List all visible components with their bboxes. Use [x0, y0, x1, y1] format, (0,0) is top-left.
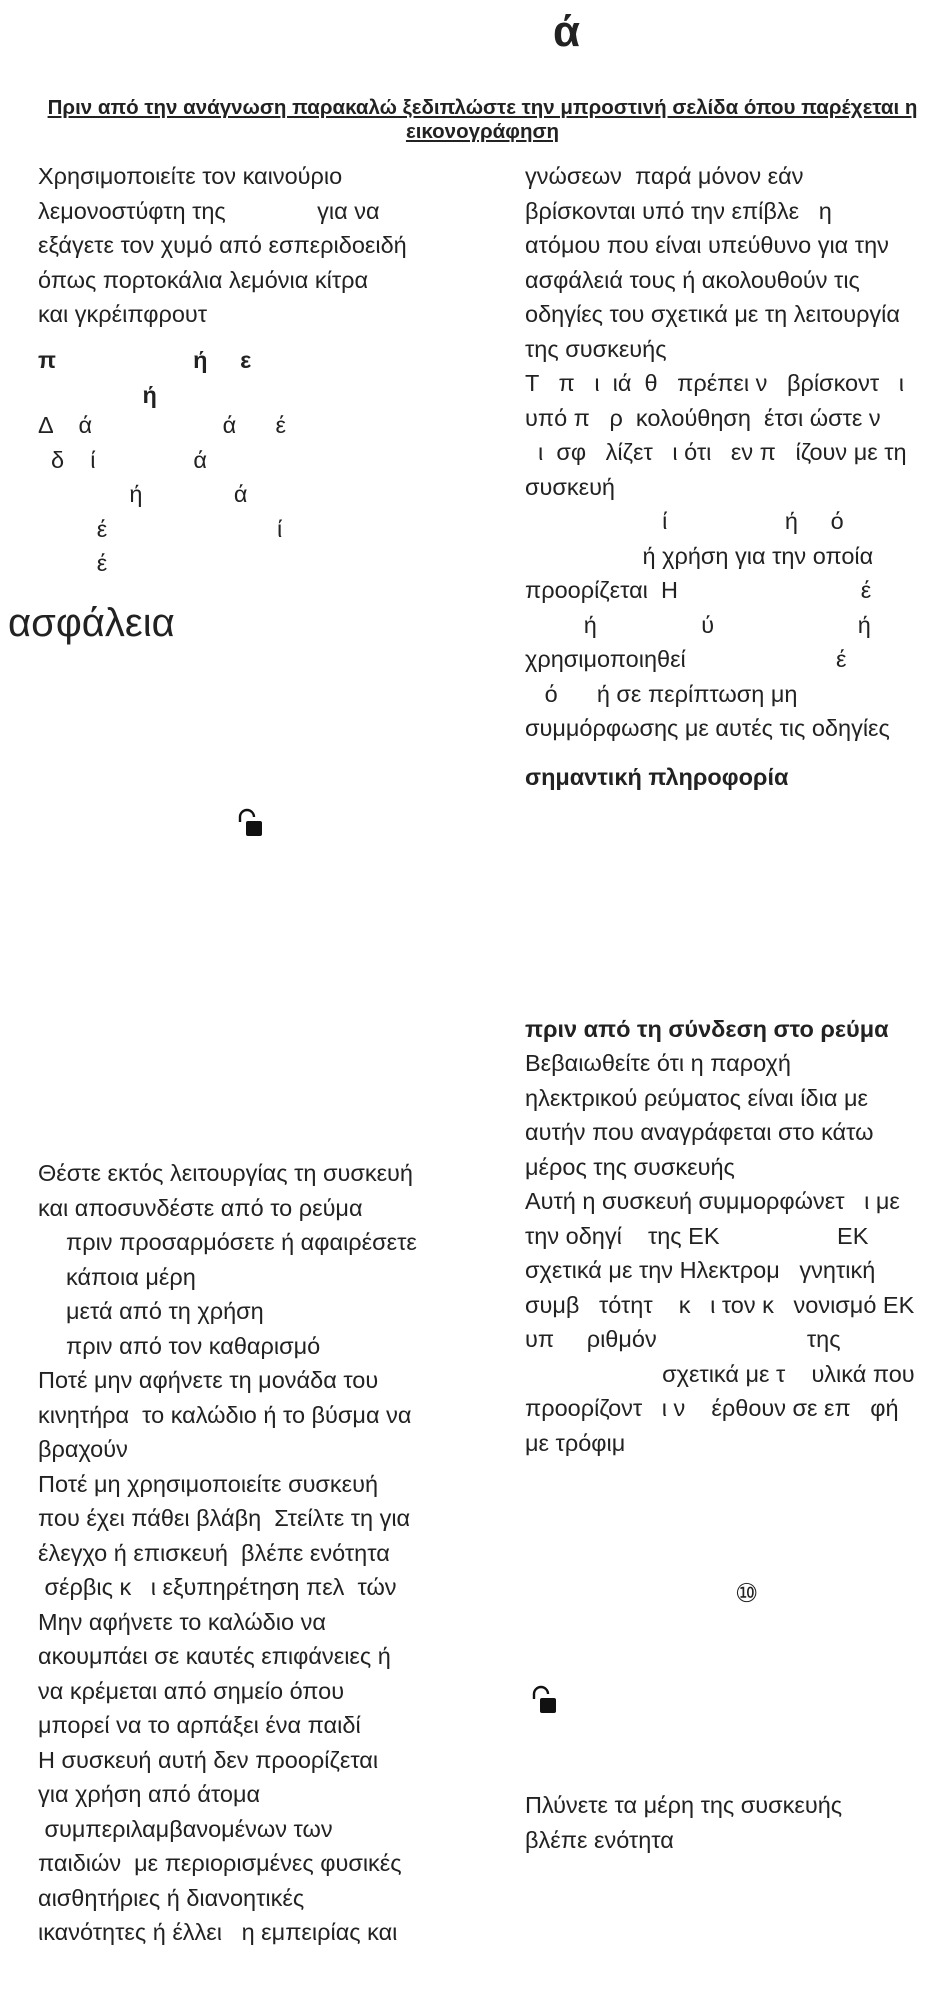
intro-line: Χρησιμοποιείτε τον καινούριο	[38, 163, 343, 189]
intro-line: εξάγετε τον χυμό από εσπεριδοειδή	[38, 232, 407, 258]
text-line: γνώσεων παρά μόνον εάν	[525, 163, 804, 189]
text-line: ακουμπάει σε καυτές επιφάνειες ή	[38, 1643, 391, 1669]
connect-heading: πριν από τη σύνδεση στο ρεύμα	[525, 1016, 889, 1042]
safety-title: ασφάλεια	[8, 601, 175, 645]
text-line: ι σφ λίζετ ι ότι εν π ίζουν με τη	[525, 439, 907, 465]
text-line: κινητήρα το καλώδιο ή το βύσμα να	[38, 1401, 412, 1428]
intro-line: λεμονοστύφτη της για να	[38, 197, 380, 224]
text-line: για χρήση από άτομα	[38, 1781, 261, 1807]
text-line: που έχει πάθει βλάβη Στείλτε τη για	[38, 1505, 411, 1531]
text-line: συσκευή	[525, 473, 616, 500]
intro-line: όπως πορτοκάλια λεμόνια κίτρα	[38, 266, 369, 293]
text-line: Ποτέ μη χρησιμοποιείτε συσκευή	[38, 1470, 379, 1497]
text-line: ικανότητες ή έλλει η εμπειρίας και	[38, 1919, 398, 1945]
sparse-line: έ ί	[38, 515, 283, 542]
text-line: αισθητήριες ή διανοητικές	[38, 1884, 305, 1911]
text-line: ηλεκτρικού ρεύματος είναι ίδια με	[525, 1084, 868, 1111]
text-line: κάποια μέρη	[66, 1263, 196, 1290]
text-line: και αποσυνδέστε από το ρεύμα	[38, 1194, 363, 1221]
unlocked-padlock-icon	[530, 1685, 558, 1715]
cleaning-text	[525, 1788, 950, 1857]
sparse-line: δ ί ά	[38, 446, 207, 473]
important-heading: σημαντική πληροφορία	[525, 764, 789, 790]
sparse-line: έ	[38, 550, 108, 576]
text-line: έλεγχο ή επισκευή βλέπε ενότητα	[38, 1539, 390, 1566]
unlocked-padlock-icon	[236, 808, 264, 838]
text-line: συμμόρφωσης με αυτές τις οδηγίες	[525, 715, 890, 741]
circled-number: ⑩	[735, 1578, 759, 1608]
text-line: σέρβις κ ι εξυπηρέτηση πελ τών	[38, 1574, 397, 1600]
text-line: ή χρήση για την οποία	[525, 542, 874, 569]
text-line: την οδηγί της ΕΚ ΕΚ	[525, 1222, 869, 1249]
notice-heading: Πριν από την ανάγνωση παρακαλώ ξεδιπλώστε την μπροστινή σελίδα όπου παρέχεται η εικονογράφηση	[47, 96, 918, 143]
text-line: μετά από τη χρήση	[66, 1298, 264, 1324]
text-line: βρίσκονται υπό την επίβλε η	[525, 197, 832, 224]
text-line: συμβ τότητ κ ι τον κ νονισμό ΕΚ	[525, 1291, 915, 1318]
sparse-line: Δ ά ά έ	[38, 412, 286, 438]
text-line: χρησιμοποιηθεί έ	[525, 646, 847, 672]
safety-list	[38, 1156, 468, 1950]
text-line: Μην αφήνετε το καλώδιο να	[38, 1608, 326, 1635]
text-line: Θέστε εκτός λειτουργίας τη συσκευή	[38, 1160, 413, 1186]
sparse-text	[38, 408, 468, 581]
text-line: μπορεί να το αρπάξει ένα παιδί	[38, 1712, 361, 1738]
text-line: ή ύ ή	[525, 611, 871, 638]
text-line: ό ή σε περίπτωση μη	[525, 680, 798, 707]
text-line: ί ή ό	[525, 508, 844, 534]
intro-paragraph	[38, 159, 468, 332]
cleaning-line: βλέπε ενότητα	[525, 1826, 674, 1853]
text-line: βραχούν	[38, 1436, 128, 1462]
text-line: Η συσκευή αυτή δεν προορίζεται	[38, 1746, 379, 1773]
text-line: συμπεριλαμβανομένων των	[38, 1815, 333, 1842]
sparse-heading	[38, 343, 468, 412]
text-line: Τ π ι ιά θ πρέπει ν βρίσκοντ ι	[525, 370, 904, 396]
text-line: υπό π ρ κολούθηση έτσι ώστε ν	[525, 404, 881, 431]
text-line: Αυτή η συσκευή συμμορφώνετ ι με	[525, 1188, 900, 1214]
text-line: προορίζοντ ι ν έρθουν σε επ φή	[525, 1395, 899, 1421]
sparse-heading-line: π ή ε	[38, 347, 252, 373]
big-heading: ά	[552, 7, 581, 56]
text-line: οδηγίες του σχετικά με τη λειτουργία	[525, 301, 900, 327]
text-line: μέρος της συσκευής	[525, 1153, 735, 1180]
text-line: υπ ριθμόν της	[525, 1326, 841, 1352]
connect-text	[525, 1046, 950, 1460]
text-line: με τρόφιμ	[525, 1429, 626, 1456]
text-line: παιδιών με περιορισμένες φυσικές	[38, 1850, 402, 1876]
text-line: ατόμου που είναι υπεύθυνο για την	[525, 232, 889, 258]
intro-line: και γκρέιπφρουτ	[38, 301, 208, 327]
text-line: σχετικά με τ υλικά που	[525, 1360, 915, 1387]
text-line: πριν από τον καθαρισμό	[66, 1332, 321, 1359]
text-line: να κρέμεται από σημείο όπου	[38, 1677, 345, 1704]
right-top-text	[525, 159, 950, 746]
sparse-heading-line: ή	[38, 381, 157, 408]
text-line: σχετικά με την Ηλεκτρομ γνητική	[525, 1257, 876, 1283]
sparse-line: ή ά	[38, 481, 248, 507]
cleaning-line: Πλύνετε τα μέρη της συσκευής	[525, 1792, 843, 1818]
text-line: αυτήν που αναγράφεται στο κάτω	[525, 1119, 874, 1145]
text-line: Ποτέ μην αφήνετε τη μονάδα του	[38, 1367, 379, 1393]
text-line: Βεβαιωθείτε ότι η παροχή	[525, 1050, 791, 1076]
text-line: πριν προσαρμόσετε ή αφαιρέσετε	[66, 1229, 417, 1255]
text-line: της συσκευής	[525, 335, 667, 362]
text-line: προορίζεται Η έ	[525, 577, 872, 603]
text-line: ασφάλειά τους ή ακολουθούν τις	[525, 266, 860, 293]
